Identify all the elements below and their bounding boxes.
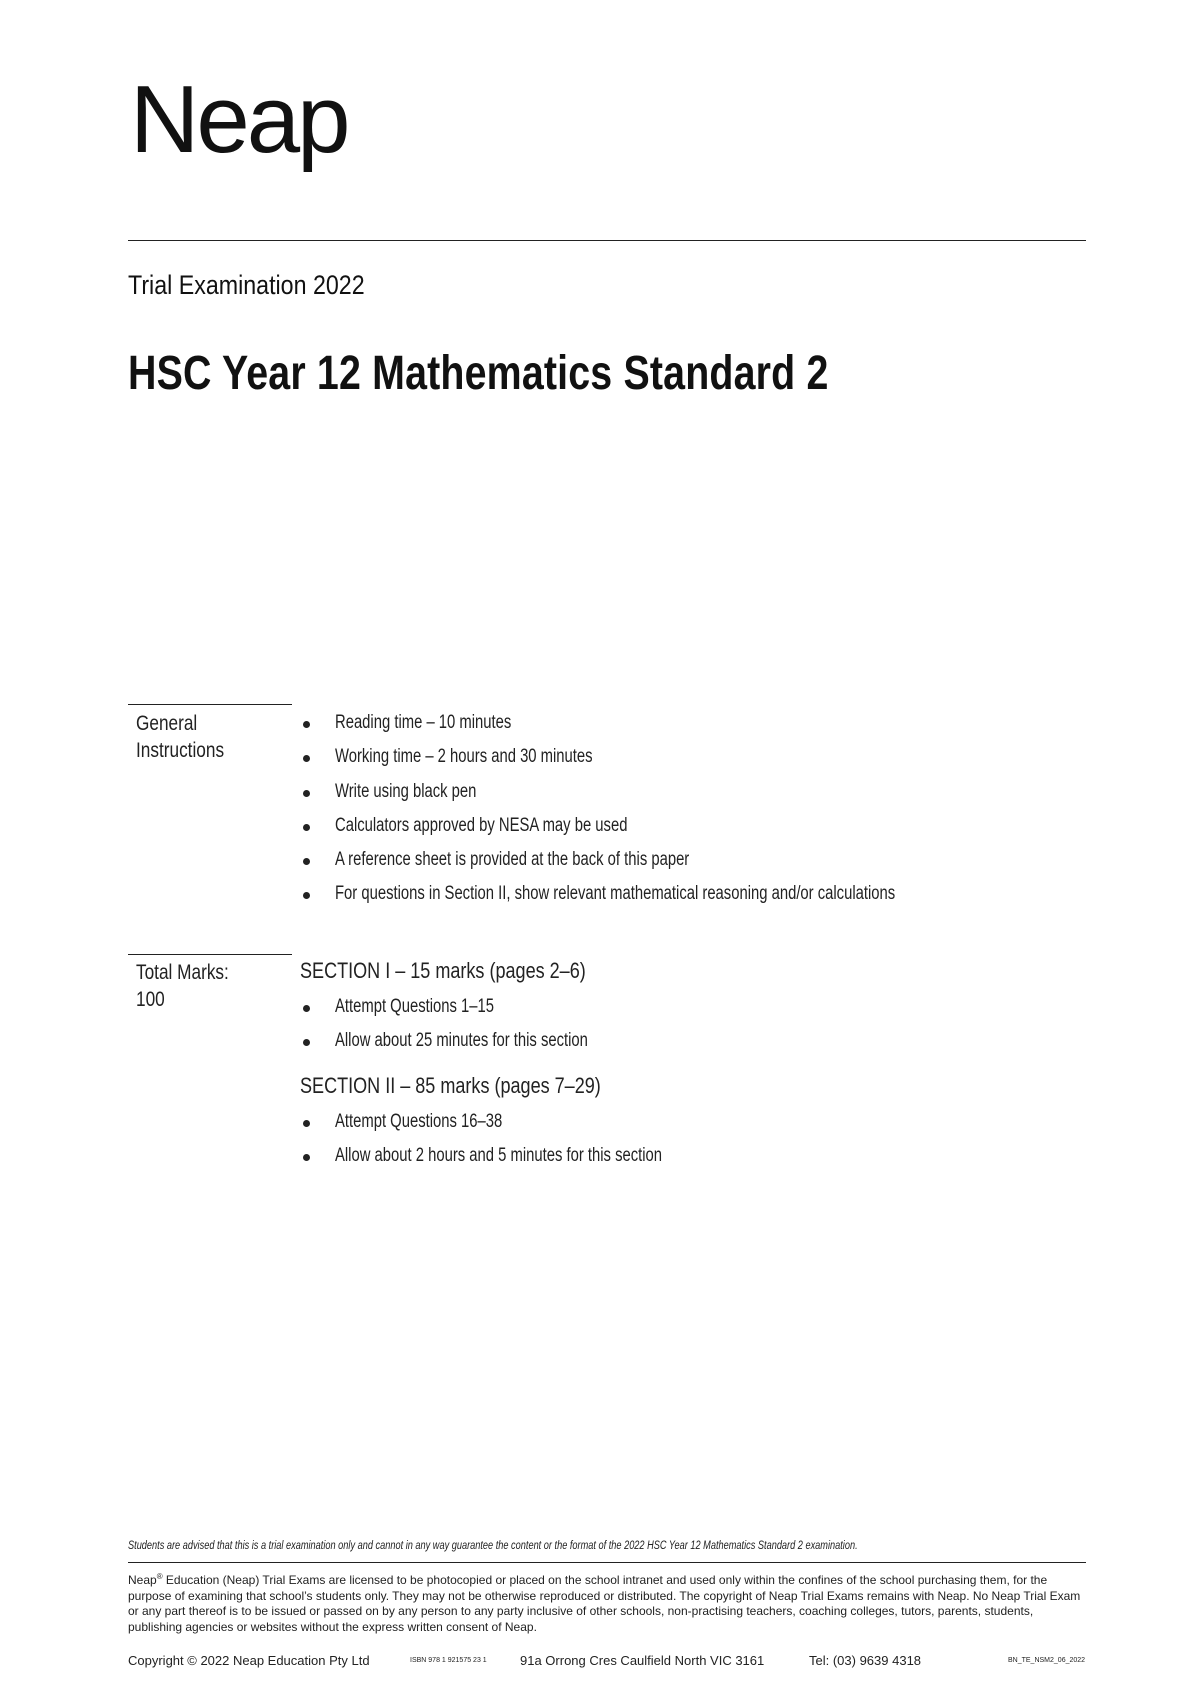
instructions-divider xyxy=(128,704,292,705)
bullet-icon xyxy=(303,790,310,797)
instructions-label-line2: Instructions xyxy=(136,739,225,762)
bullet-icon xyxy=(303,824,310,831)
bullet-icon xyxy=(303,892,310,899)
phone-text: Tel: (03) 9639 4318 xyxy=(809,1653,922,1668)
instructions-label-line1: General xyxy=(136,712,198,735)
header-divider xyxy=(128,240,1086,241)
isbn-text: ISBN 978 1 921575 23 1 xyxy=(410,1657,487,1664)
footer-divider xyxy=(128,1562,1086,1563)
footer-bar xyxy=(128,1653,1086,1669)
section-1-heading: SECTION I – 15 marks (pages 2–6) xyxy=(300,958,586,983)
instructions-label xyxy=(136,710,224,764)
exam-title: HSC Year 12 Mathematics Standard 2 xyxy=(128,347,829,400)
total-marks-value: 100 xyxy=(136,988,165,1011)
licence-notice xyxy=(128,1569,1086,1635)
bullet-icon xyxy=(303,1005,310,1012)
bullet-icon xyxy=(303,755,310,762)
exam-subtitle: Trial Examination 2022 xyxy=(128,270,365,300)
trial-disclaimer: Students are advised that this is a trial examination only and cannot in any way guarantee the content or the format of the 2022 HSC Year 12 Mathematics Standard 2 examination. xyxy=(128,1540,858,1552)
bullet-icon xyxy=(303,1039,310,1046)
registered-mark: ® xyxy=(156,1572,163,1581)
bullet-icon xyxy=(303,721,310,728)
exam-cover-page: Neap Trial Examination 2022 HSC Year 12 Mathematics Standard 2 General Instructions Reading time – 10 minutes Working time – 2 hours and 30 minutes Write using black pen Calculators approved by NESA may be used A reference sheet is provided at the back of this paper For questions in Section II, show relevant mathematical reasoning and/or calculations Total Marks: 100 SECTION I – 15 marks (pages 2–6) Attempt Questions 1–15 Allow about 25 minutes for this section SECTION II – 85 marks (pages 7–29) Attempt Questions 16–38 Allow about 2 hours and 5 minutes for this section Students are advised that this is a trial examination only and cannot in any way guarantee the content or the format of the 2022 HSC Year 12 Mathematics Standard 2 examination. Neap® Education (Neap) Trial Exams are licensed to be photocopied or placed on the school intranet and used only within the confines of the school purchasing them, for the purpose of examining that school’s students only. They may not be otherwise reproduced or distributed. The copyright of Neap Trial Exams remains with Neap. No Neap Trial Exam or any part thereof is to be issued or passed on by any person to any party inclusive of other schools, non-practising teachers, coaching colleges, tutors, parents, students, publishing agencies or websites without the express written consent of Neap. Copyright © 2022 Neap Education Pty Ltd ISBN 978 1 921575 23 1 91a Orrong Cres Caulfield North VIC 3161 Tel: (03) 9639 4318 BN_TE_NSM2_06_2022 xyxy=(128,66,1086,1668)
address-text: 91a Orrong Cres Caulfield North VIC 3161 xyxy=(520,1653,765,1668)
section-2-heading: SECTION II – 85 marks (pages 7–29) xyxy=(300,1073,601,1098)
bullet-icon xyxy=(303,1154,310,1161)
bullet-icon xyxy=(303,858,310,865)
total-marks-label xyxy=(136,959,229,1013)
licence-brand: Neap xyxy=(128,1573,157,1587)
marks-divider xyxy=(128,954,292,955)
copyright-text: Copyright © 2022 Neap Education Pty Ltd xyxy=(128,1653,370,1668)
neap-logo: Neap xyxy=(130,66,348,173)
licence-text: Education (Neap) Trial Exams are licensed to be photocopied or placed on the school intranet and used only within the confines of the school purchasing them, for the purpose of examining that school’s students only. They may not be otherwise reproduced or distributed. The copyright of Neap Trial Exams remains with Neap. No Neap Trial Exam or any part thereof is to be issued or passed on by any person to any party inclusive of other schools, non-practising teachers, coaching colleges, tutors, parents, students, publishing agencies or websites without the express written consent of Neap. xyxy=(128,1573,1081,1634)
product-code: BN_TE_NSM2_06_2022 xyxy=(1008,1657,1086,1664)
bullet-icon xyxy=(303,1120,310,1127)
total-marks-line1: Total Marks: xyxy=(136,961,229,984)
